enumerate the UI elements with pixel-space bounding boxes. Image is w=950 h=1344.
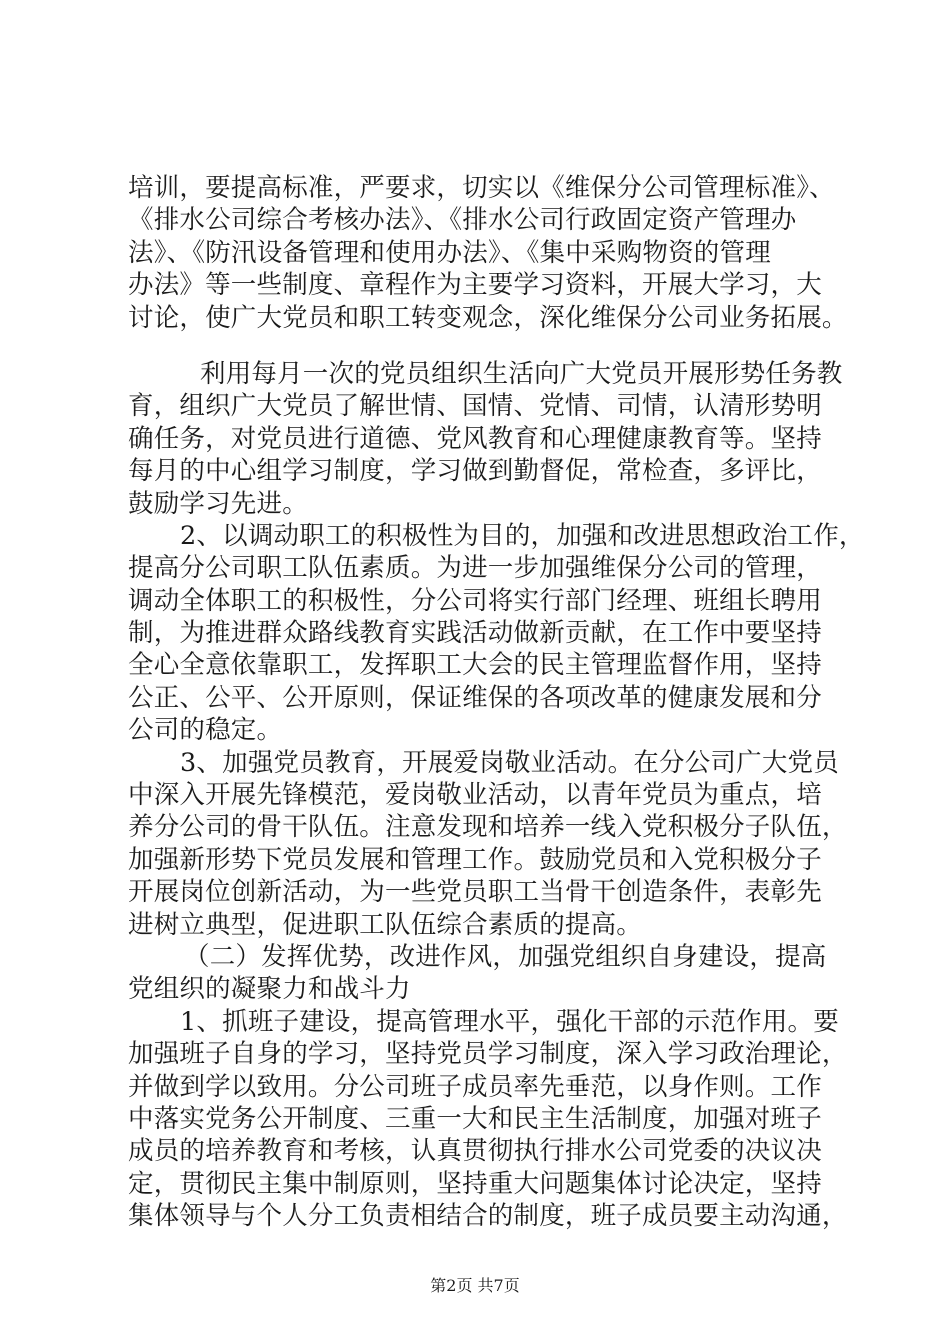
text-line: 并做到学以致用。分公司班子成员率先垂范，以身作则。工作	[128, 1071, 822, 1102]
text-line: 3、加强党员教育，开展爱岗敬业活动。在分公司广大党员	[180, 747, 839, 778]
text-line: 讨论，使广大党员和职工转变观念，深化维保分公司业务拓展。	[128, 302, 848, 333]
text-line: 育，组织广大党员了解世情、国情、党情、司情，认清形势明	[128, 391, 822, 422]
text-line: 利用每月一次的党员组织生活向广大党员开展形势任务教	[200, 358, 843, 389]
text-line: 进树立典型，促进职工队伍综合素质的提高。	[128, 909, 643, 940]
text-line: 开展岗位创新活动，为一些党员职工当骨干创造条件，表彰先	[128, 877, 822, 908]
text-line: 加强班子自身的学习，坚持党员学习制度，深入学习政治理论，	[128, 1039, 848, 1070]
text-line: 办法》等一些制度、章程作为主要学习资料，开展大学习，大	[128, 270, 822, 301]
text-line: 《排水公司综合考核办法》、《排水公司行政固定资产管理办	[128, 205, 797, 236]
text-line: 中落实党务公开制度、三重一大和民主生活制度，加强对班子	[128, 1103, 822, 1134]
document-body	[128, 172, 868, 1233]
text-line: 确任务，对党员进行道德、党风教育和心理健康教育等。坚持	[128, 423, 822, 454]
text-line: 集体领导与个人分工负责相结合的制度，班子成员要主动沟通，	[128, 1201, 848, 1232]
text-line: 鼓励学习先进。	[128, 488, 308, 519]
text-line: 公司的稳定。	[128, 715, 283, 746]
text-line: 定，贯彻民主集中制原则，坚持重大问题集体讨论决定，坚持	[128, 1168, 822, 1199]
text-line: 成员的培养教育和考核，认真贯彻执行排水公司党委的决议决	[128, 1136, 822, 1167]
text-line: 制，为推进群众路线教育实践活动做新贡献，在工作中要坚持	[128, 618, 822, 649]
text-line: 公正、公平、公开原则，保证维保的各项改革的健康发展和分	[128, 682, 822, 713]
text-line: 养分公司的骨干队伍。注意发现和培养一线入党积极分子队伍，	[128, 812, 848, 843]
section-heading: （二）发挥优势，改进作风，加强党组织自身建设，提高	[184, 941, 827, 972]
text-line: 调动全体职工的积极性，分公司将实行部门经理、班组长聘用	[128, 585, 822, 616]
paragraph-gap	[128, 334, 868, 358]
text-line: 1、抓班子建设，提高管理水平，强化干部的示范作用。要	[180, 1006, 839, 1037]
section-heading: 党组织的凝聚力和战斗力	[128, 974, 411, 1005]
text-line: 培训，要提高标准，严要求，切实以《维保分公司管理标准》、	[128, 173, 835, 203]
text-line: 提高分公司职工队伍素质。为进一步加强维保分公司的管理，	[128, 553, 822, 584]
text-line: 加强新形势下党员发展和管理工作。鼓励党员和入党积极分子	[128, 844, 822, 875]
text-line: 2、以调动职工的积极性为目的，加强和改进思想政治工作，	[180, 520, 865, 551]
text-line: 每月的中心组学习制度，学习做到勤督促，常检查，多评比，	[128, 456, 822, 487]
text-line: 全心全意依靠职工，发挥职工大会的民主管理监督作用，坚持	[128, 650, 822, 681]
text-line: 中深入开展先锋模范，爱岗敬业活动，以青年党员为重点，培	[128, 780, 822, 811]
text-line: 法》、《防汛设备管理和使用办法》、《集中采购物资的管理	[128, 237, 771, 268]
page-number-footer: 第2页 共7页	[430, 1276, 520, 1295]
